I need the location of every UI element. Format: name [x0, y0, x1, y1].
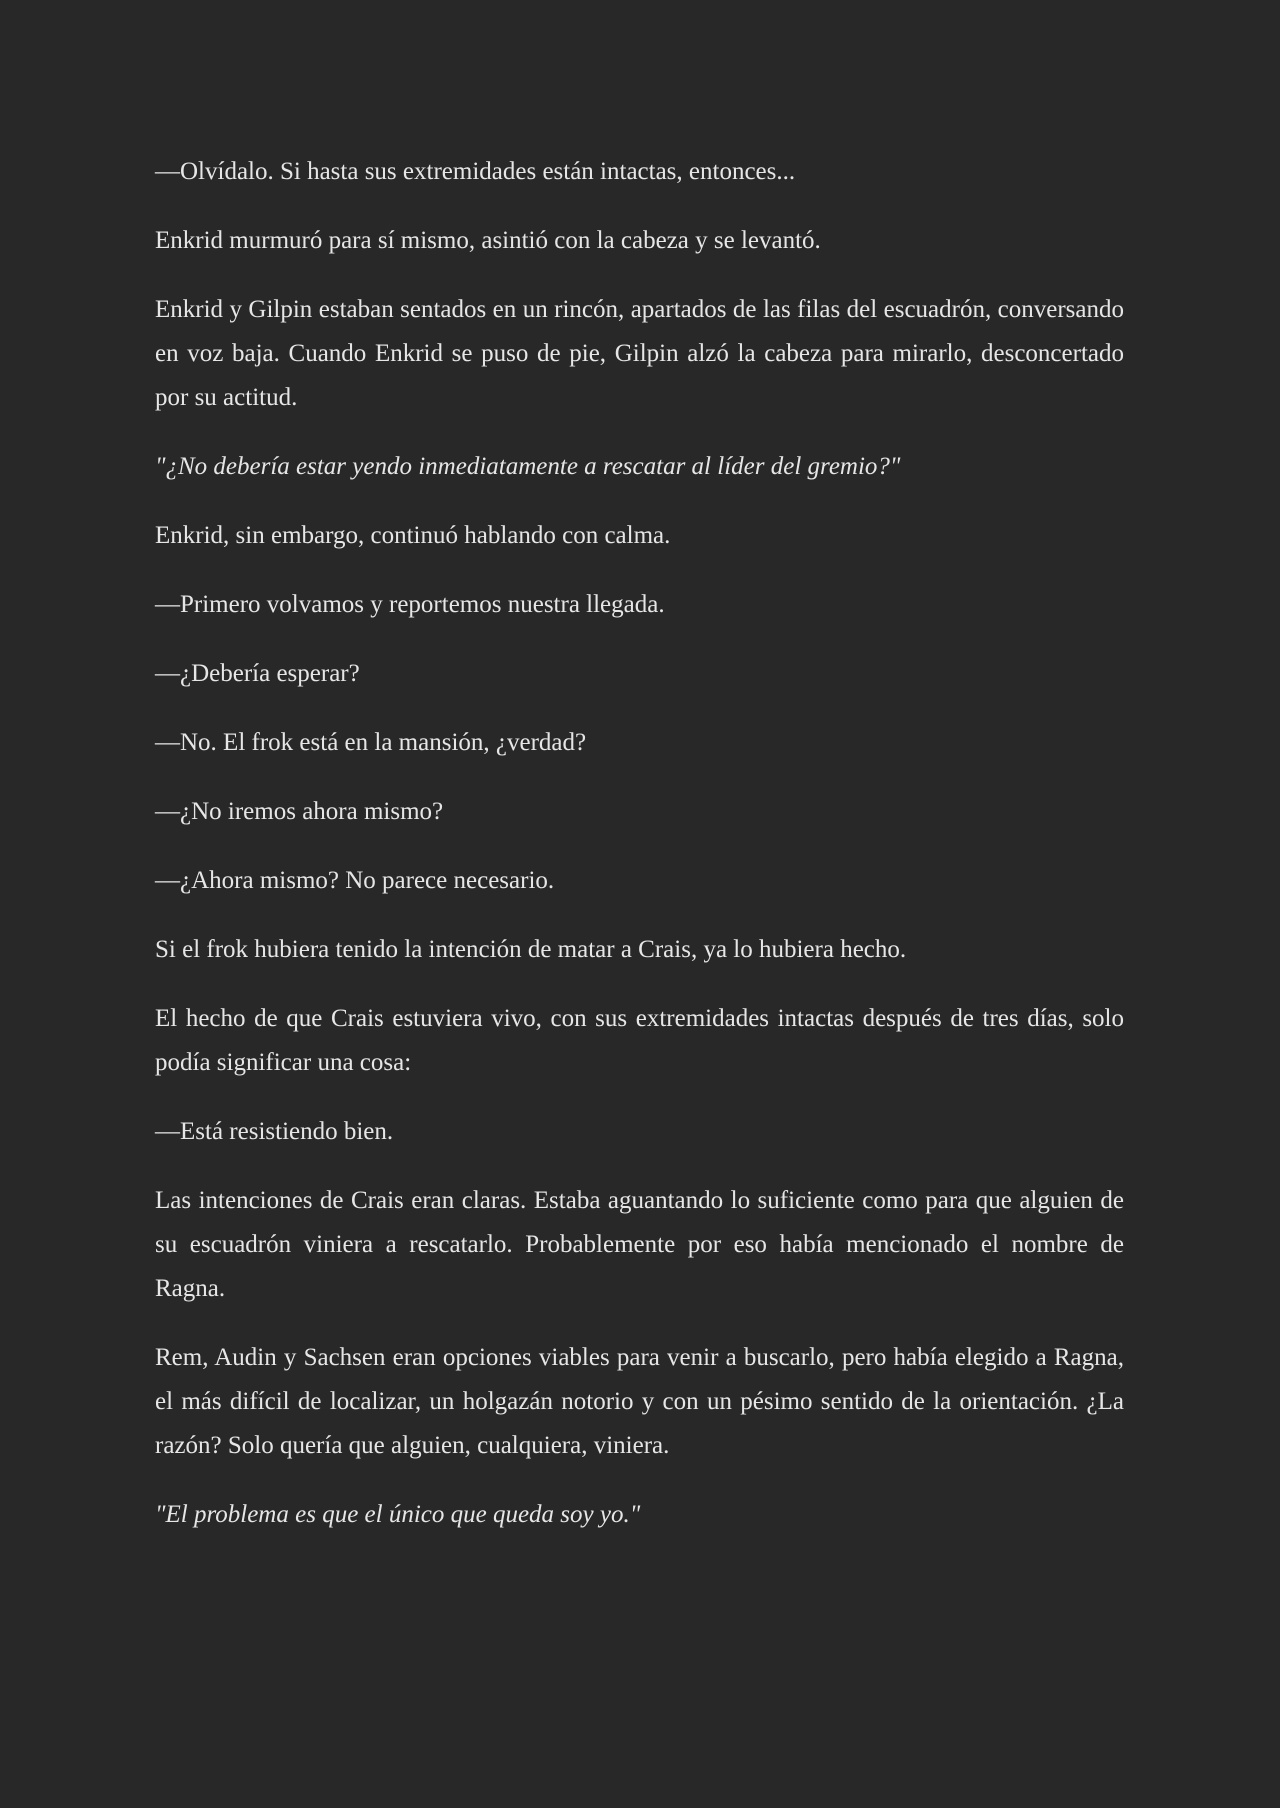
paragraph-dialogue: —¿Ahora mismo? No parece necesario. [155, 867, 555, 894]
paragraph-narration: Rem, Audin y Sachsen eran opciones viables para venir a buscarlo, pero había elegido a Ragna, el más difícil de localizar, un holgazán notorio y con un pésimo sentido de la orientación. ¿La razón? Solo quería que alguien, cualquiera, viniera. [155, 1344, 1124, 1459]
paragraph-dialogue: —Está resistiendo bien. [155, 1118, 394, 1145]
paragraph-thought: "¿No debería estar yendo inmediatamente a rescatar al líder del gremio?" [155, 453, 901, 480]
paragraph-dialogue: —¿Debería esperar? [155, 660, 360, 687]
paragraph-narration: Enkrid, sin embargo, continuó hablando con calma. [155, 522, 671, 549]
paragraph-dialogue: —Primero volvamos y reportemos nuestra llegada. [155, 591, 665, 618]
paragraph-dialogue: —No. El frok está en la mansión, ¿verdad? [155, 729, 587, 756]
paragraph-dialogue: —¿No iremos ahora mismo? [155, 798, 444, 825]
paragraph-narration: Si el frok hubiera tenido la intención de matar a Crais, ya lo hubiera hecho. [155, 936, 907, 963]
paragraph-dialogue: —Olvídalo. Si hasta sus extremidades están intactas, entonces... [155, 158, 796, 185]
paragraph-narration: Enkrid murmuró para sí mismo, asintió con la cabeza y se levantó. [155, 227, 821, 254]
paragraph-narration: El hecho de que Crais estuviera vivo, con sus extremidades intactas después de tres días, solo podía significar una cosa: [155, 1005, 1124, 1076]
reading-page [155, 150, 1124, 1537]
paragraph-narration: Las intenciones de Crais eran claras. Estaba aguantando lo suficiente como para que alguien de su escuadrón viniera a rescatarlo. Probablemente por eso había mencionado el nombre de Ragna. [155, 1187, 1124, 1302]
paragraph-narration: Enkrid y Gilpin estaban sentados en un rincón, apartados de las filas del escuadrón, conversando en voz baja. Cuando Enkrid se puso de pie, Gilpin alzó la cabeza para mirarlo, desconcertado por su actitud. [155, 296, 1124, 411]
paragraph-thought: "El problema es que el único que queda soy yo." [155, 1501, 641, 1528]
